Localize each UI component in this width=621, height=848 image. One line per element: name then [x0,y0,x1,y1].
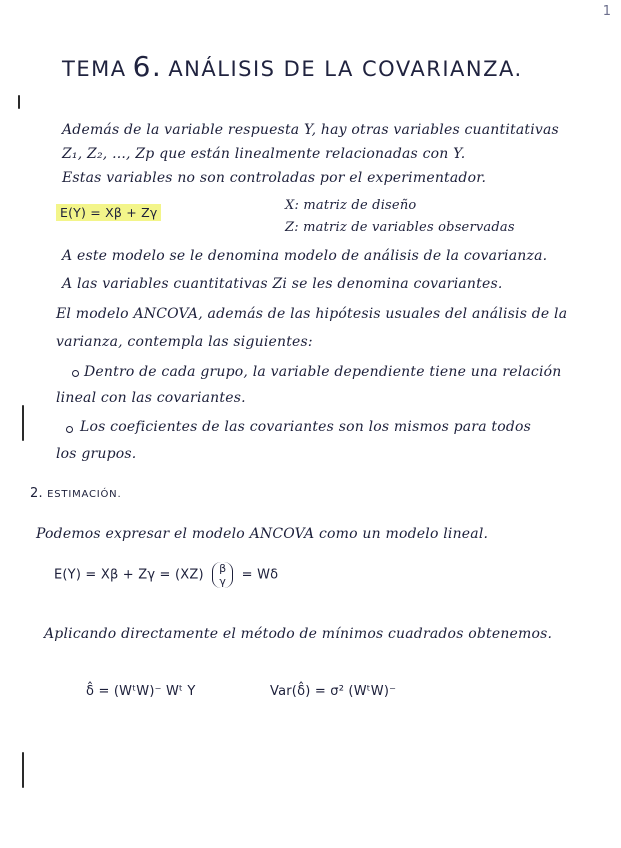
definition-model: A este modelo se le denomina modelo de análisis de la covarianza. [62,248,548,264]
model-equation: E(Y) = Xβ + Zγ [56,204,161,221]
title-prefix: TEMA [62,57,127,81]
parameter-vector [212,562,233,588]
title-text: ANÁLISIS DE LA COVARIANZA. [168,57,523,81]
bullet-dot-2 [66,426,73,433]
ancova-line-1: El modelo ANCOVA, además de las hipótesis usuales del análisis de la [56,306,568,322]
intro-line-3: Estas variables no son controladas por el experimentador. [62,170,487,186]
margin-mark-middle [22,405,24,441]
margin-mark-top [18,95,20,109]
bullet-2-line-2: los grupos. [56,446,137,462]
section-label: ESTIMACIÓN. [47,489,122,500]
bullet-dot-1 [72,370,79,377]
intro-line-1: Además de la variable respuesta Y, hay otras variables cuantitativas [62,122,559,138]
equation-right: = Wδ [241,567,279,583]
bullet-1-line-2: lineal con las covariantes. [56,390,246,406]
page-number: 1 [602,4,611,19]
title-number: 6. [132,50,163,83]
vector-bottom: γ [219,575,227,588]
section-heading [30,486,121,501]
x-definition: X: matriz de diseño [285,198,417,213]
ancova-linear-equation [54,562,278,588]
equation-left: E(Y) = Xβ + Zγ = (XZ) [54,567,204,583]
estimator-formula: δ̂ = (WᵗW)⁻ Wᵗ Y [86,684,196,699]
intro-line-2: Z₁, Z₂, ..., Zp que están linealmente relacionadas con Y. [62,146,466,162]
z-definition: Z: matriz de variables observadas [285,220,515,235]
variance-formula: Var(δ̂) = σ² (WᵗW)⁻ [270,684,397,699]
estimation-line-2: Aplicando directamente el método de mínimos cuadrados obtenemos. [44,626,553,642]
ancova-line-2: varianza, contempla las siguientes: [56,334,313,350]
bullet-2-line-1: Los coeficientes de las covariantes son los mismos para todos [80,419,532,435]
bullet-1-line-1: Dentro de cada grupo, la variable dependiente tiene una relación [84,364,562,380]
definition-covariates: A las variables cuantitativas Zi se les denomina covariantes. [62,276,503,292]
estimation-line-1: Podemos expresar el modelo ANCOVA como un modelo lineal. [36,526,489,542]
vector-top: β [219,562,227,575]
page-title [62,50,523,83]
section-number: 2. [30,486,43,501]
margin-mark-bottom [22,752,24,788]
